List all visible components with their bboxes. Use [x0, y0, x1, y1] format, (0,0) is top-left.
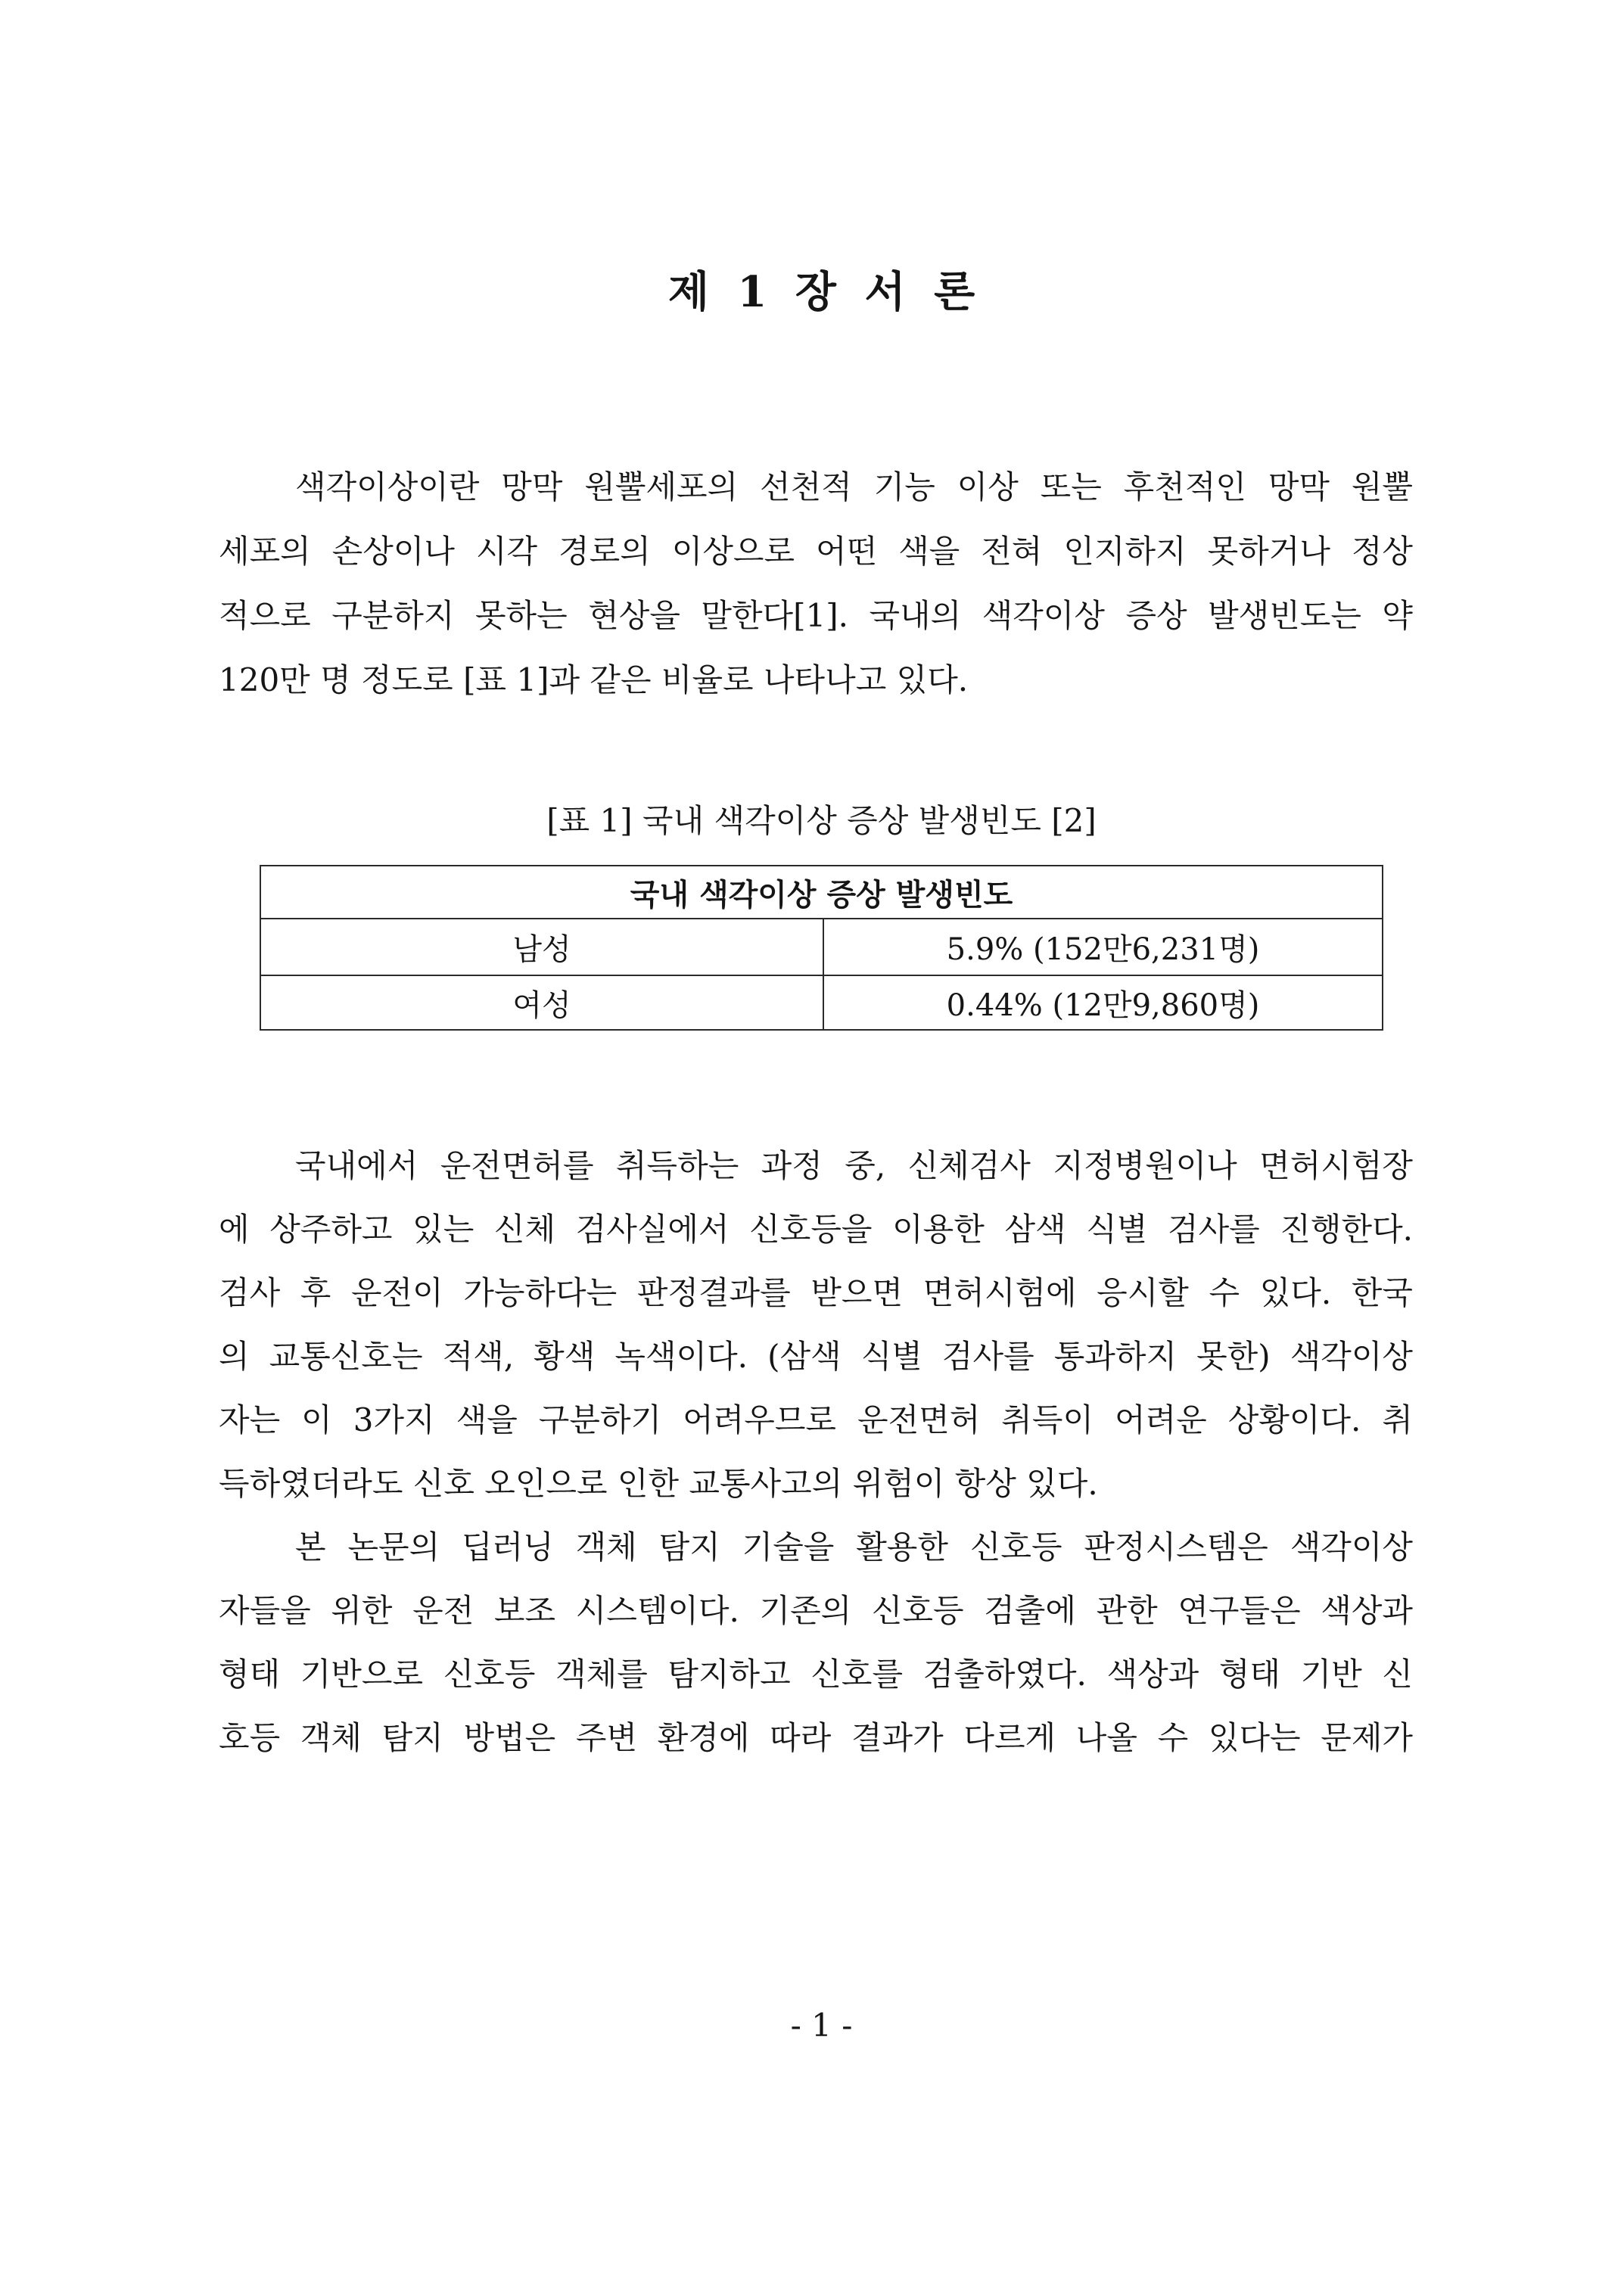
- paragraph-line: 적으로 구분하지 못하는 현상을 말한다[1]. 국내의 색각이상 증상 발생빈도는 약: [219, 597, 1413, 634]
- page-number: - 1 -: [790, 2007, 853, 2044]
- paragraph-line: 자는 이 3가지 색을 구분하기 어려우므로 운전면허 취득이 어려운 상황이다. 취: [219, 1401, 1413, 1438]
- paragraph-line: 형태 기반으로 신호등 객체를 탐지하고 신호를 검출하였다. 색상과 형태 기반 신: [219, 1656, 1413, 1693]
- incidence-table: [260, 865, 1383, 1031]
- intro-paragraph: [219, 455, 1413, 712]
- paragraph-line: 색각이상이란 망막 원뿔세포의 선천적 기능 이상 또는 후천적인 망막 원뿔: [295, 468, 1413, 505]
- table-header-row: [260, 866, 1383, 919]
- chapter-title: 제 1 장 서 론: [667, 267, 975, 317]
- paragraph-line: 세포의 손상이나 시각 경로의 이상으로 어떤 색을 전혀 인지하지 못하거나 정상: [219, 533, 1413, 570]
- body-paragraphs: [219, 1134, 1413, 1770]
- paragraph-line: 호등 객체 탐지 방법은 주변 환경에 따라 결과가 다르게 나올 수 있다는 문제가: [219, 1719, 1413, 1756]
- table-cell-label: 여성: [260, 975, 823, 1030]
- paragraph-line: 본 논문의 딥러닝 객체 탐지 기술을 활용한 신호등 판정시스템은 색각이상: [295, 1528, 1413, 1566]
- table-cell-label: 남성: [260, 919, 823, 975]
- table-cell-value: 5.9% (152만6,231명): [823, 919, 1383, 975]
- paragraph-line: 의 교통신호는 적색, 황색 녹색이다. (삼색 식별 검사를 통과하지 못한) 색각이상: [219, 1338, 1413, 1375]
- table-cell-value: 0.44% (12만9,860명): [823, 975, 1383, 1030]
- paragraph-line: 에 상주하고 있는 신체 검사실에서 신호등을 이용한 삼색 식별 검사를 진행한다.: [219, 1211, 1413, 1248]
- paragraph-line: 득하였더라도 신호 오인으로 인한 교통사고의 위험이 항상 있다.: [219, 1465, 1098, 1502]
- paragraph-line: 국내에서 운전면허를 취득하는 과정 중, 신체검사 지정병원이나 면허시험장: [295, 1147, 1413, 1184]
- table-caption: [표 1] 국내 색각이상 증상 발생빈도 [2]: [546, 802, 1097, 839]
- paragraph-line: 120만 명 정도로 [표 1]과 같은 비율로 나타나고 있다.: [219, 661, 969, 698]
- table-header-cell: 국내 색각이상 증상 발생빈도: [260, 866, 1383, 919]
- table-row: [260, 919, 1383, 975]
- paragraph-line: 자들을 위한 운전 보조 시스템이다. 기존의 신호등 검출에 관한 연구들은 색상과: [219, 1592, 1413, 1629]
- paragraph-line: 검사 후 운전이 가능하다는 판정결과를 받으면 면허시험에 응시할 수 있다. 한국: [219, 1274, 1413, 1311]
- table-row: [260, 975, 1383, 1030]
